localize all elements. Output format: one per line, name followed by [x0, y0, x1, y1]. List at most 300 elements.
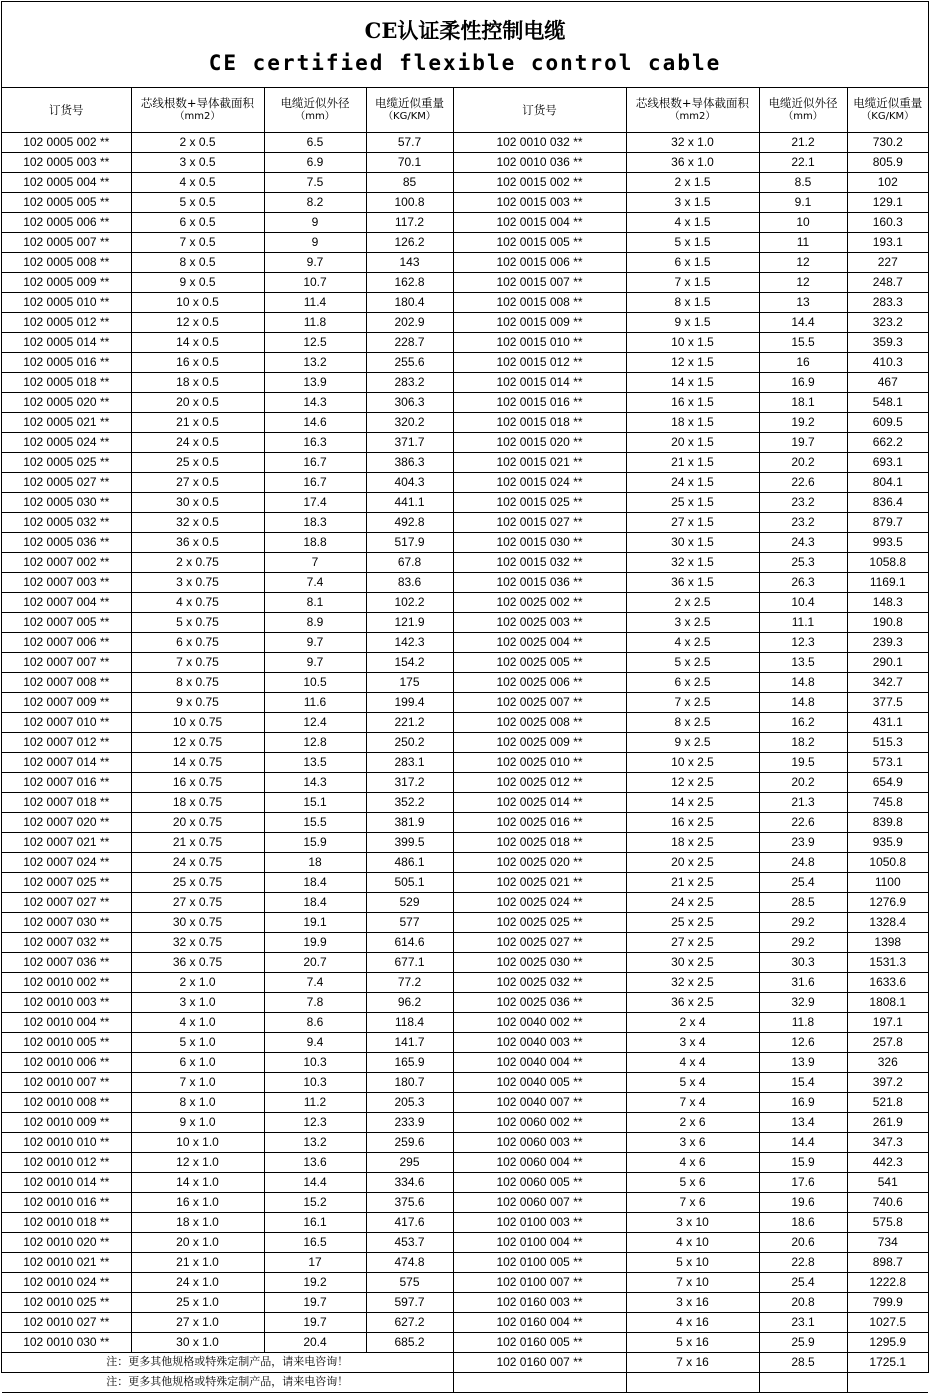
cell-left-weight: 677.1: [366, 953, 453, 973]
cell-left-order: 102 0010 020 **: [2, 1233, 131, 1253]
cell-left-order: 102 0005 014 **: [2, 333, 131, 353]
table-row: [2, 1113, 928, 1133]
cell-right-weight: 548.1: [847, 393, 928, 413]
cell-left-weight: 474.8: [366, 1253, 453, 1273]
cell-left-order: 102 0005 018 **: [2, 373, 131, 393]
cell-left-cores: 6 x 1.0: [131, 1053, 264, 1073]
cell-left-weight: 352.2: [366, 793, 453, 813]
cell-left-cores: 30 x 0.75: [131, 913, 264, 933]
header-order-no-left: 订货号: [2, 88, 131, 133]
table-row: [2, 693, 928, 713]
cell-right-weight: 326: [847, 1053, 928, 1073]
cell-right-order: 102 0025 016 **: [453, 813, 626, 833]
cell-right-diameter: 19.6: [759, 1193, 847, 1213]
cell-left-diameter: 19.7: [264, 1293, 366, 1313]
cell-right-weight: 1058.8: [847, 553, 928, 573]
table-row: [2, 793, 928, 813]
cell-left-diameter: 7.5: [264, 173, 366, 193]
table-row: [2, 413, 928, 433]
cell-left-cores: 8 x 0.5: [131, 253, 264, 273]
cell-left-order: 102 0005 003 **: [2, 153, 131, 173]
cell-left-order: 102 0005 027 **: [2, 473, 131, 493]
cell-left-order: 102 0005 016 **: [2, 353, 131, 373]
cell-left-diameter: 7: [264, 553, 366, 573]
table-row: [2, 1053, 928, 1073]
cell-left-cores: 32 x 0.75: [131, 933, 264, 953]
cell-right-cores: 25 x 1.5: [626, 493, 759, 513]
cell-left-weight: 453.7: [366, 1233, 453, 1253]
header-diameter-unit: （mm）: [783, 111, 823, 122]
cell-right-weight: 160.3: [847, 213, 928, 233]
cell-left-diameter: 14.6: [264, 413, 366, 433]
header-cores-unit: （mm2）: [669, 111, 716, 122]
cell-right-weight: 745.8: [847, 793, 928, 813]
cell-left-order: 102 0005 020 **: [2, 393, 131, 413]
cell-left-cores: 30 x 0.5: [131, 493, 264, 513]
table-row: [2, 1233, 928, 1253]
cell-right-weight: 693.1: [847, 453, 928, 473]
cell-left-order: 102 0007 027 **: [2, 893, 131, 913]
cell-right-diameter: 22.8: [759, 1253, 847, 1273]
cell-left-cores: 21 x 0.5: [131, 413, 264, 433]
cell-left-diameter: 11.2: [264, 1093, 366, 1113]
cell-left-order: 102 0010 010 **: [2, 1133, 131, 1153]
cell-right-weight: 515.3: [847, 733, 928, 753]
cell-left-order: 102 0007 004 **: [2, 593, 131, 613]
header-cores-label: 芯线根数+导体截面积: [140, 96, 255, 110]
cell-left-diameter: 20.4: [264, 1333, 366, 1353]
cell-right-cores: 5 x 10: [626, 1253, 759, 1273]
cell-right-order: 102 0015 008 **: [453, 293, 626, 313]
cell-right-weight: 431.1: [847, 713, 928, 733]
cell-left-diameter: 10.3: [264, 1053, 366, 1073]
cell-right-order: 102 0060 007 **: [453, 1193, 626, 1213]
cell-right-weight: 190.8: [847, 613, 928, 633]
cell-right-diameter: 25.3: [759, 553, 847, 573]
cell-right-order: 102 0025 027 **: [453, 933, 626, 953]
cell-left-order: 102 0007 032 **: [2, 933, 131, 953]
table-row: [2, 273, 928, 293]
cell-left-order: 102 0007 005 **: [2, 613, 131, 633]
cell-right-cores: 7 x 16: [626, 1353, 759, 1373]
cell-left-cores: 18 x 0.75: [131, 793, 264, 813]
header-order-no-right: 订货号: [453, 88, 626, 133]
cell-right-diameter: 22.6: [759, 813, 847, 833]
cell-left-order: 102 0010 021 **: [2, 1253, 131, 1273]
cell-right-diameter: 24.8: [759, 853, 847, 873]
cell-left-cores: 9 x 1.0: [131, 1113, 264, 1133]
cell-right-weight: 197.1: [847, 1013, 928, 1033]
cell-left-order: 102 0005 009 **: [2, 273, 131, 293]
cell-left-order: 102 0005 006 **: [2, 213, 131, 233]
cell-left-weight: 221.2: [366, 713, 453, 733]
footnote: 注：更多其他规格或特殊定制产品，请来电咨询！: [2, 1373, 453, 1393]
title-chinese: CE认证柔性控制电缆: [364, 18, 566, 43]
cell-left-diameter: 14.4: [264, 1173, 366, 1193]
cell-left-weight: 57.7: [366, 133, 453, 153]
cell-right-cores: 32 x 2.5: [626, 973, 759, 993]
cell-left-weight: 375.6: [366, 1193, 453, 1213]
table-row: [2, 573, 928, 593]
cell-left-weight: 180.7: [366, 1073, 453, 1093]
cell-left-cores: 2 x 0.5: [131, 133, 264, 153]
table-row: [2, 593, 928, 613]
table-row: [2, 853, 928, 873]
cell-right-diameter: 30.3: [759, 953, 847, 973]
cell-left-weight: 175: [366, 673, 453, 693]
table-row: [2, 493, 928, 513]
cell-right-weight: 662.2: [847, 433, 928, 453]
cell-left-cores: 12 x 1.0: [131, 1153, 264, 1173]
table-row: [2, 393, 928, 413]
cell-right-cores: 8 x 1.5: [626, 293, 759, 313]
cell-left-diameter: 6.5: [264, 133, 366, 153]
table-row: [2, 1333, 928, 1353]
cell-left-cores: 10 x 0.75: [131, 713, 264, 733]
cell-left-order: 102 0007 009 **: [2, 693, 131, 713]
cell-right-diameter: 16: [759, 353, 847, 373]
empty-cell: [453, 1373, 626, 1393]
cell-left-cores: 32 x 0.5: [131, 513, 264, 533]
cell-right-order: 102 0160 003 **: [453, 1293, 626, 1313]
cell-right-cores: 5 x 6: [626, 1173, 759, 1193]
cell-left-order: 102 0010 003 **: [2, 993, 131, 1013]
cell-right-weight: 397.2: [847, 1073, 928, 1093]
cell-left-weight: 117.2: [366, 213, 453, 233]
cell-left-diameter: 9: [264, 213, 366, 233]
cell-left-diameter: 9.7: [264, 253, 366, 273]
cell-left-order: 102 0010 016 **: [2, 1193, 131, 1213]
cell-left-weight: 102.2: [366, 593, 453, 613]
cell-right-weight: 323.2: [847, 313, 928, 333]
cell-left-cores: 9 x 0.5: [131, 273, 264, 293]
table-row: [2, 973, 928, 993]
table-body: [2, 133, 928, 1393]
cell-right-order: 102 0025 007 **: [453, 693, 626, 713]
cell-right-order: 102 0060 003 **: [453, 1133, 626, 1153]
cell-left-diameter: 19.7: [264, 1313, 366, 1333]
cell-left-weight: 250.2: [366, 733, 453, 753]
cell-left-weight: 162.8: [366, 273, 453, 293]
cell-right-cores: 7 x 1.5: [626, 273, 759, 293]
cell-left-diameter: 16.7: [264, 473, 366, 493]
table-row: [2, 153, 928, 173]
table-row: [2, 953, 928, 973]
header-cores-left: [131, 88, 264, 133]
cell-left-diameter: 19.9: [264, 933, 366, 953]
cell-left-cores: 3 x 1.0: [131, 993, 264, 1013]
cell-right-order: 102 0040 002 **: [453, 1013, 626, 1033]
cell-right-order: 102 0040 005 **: [453, 1073, 626, 1093]
cell-right-cores: 18 x 2.5: [626, 833, 759, 853]
table-row: [2, 1193, 928, 1213]
cell-right-cores: 7 x 4: [626, 1093, 759, 1113]
cell-left-diameter: 16.5: [264, 1233, 366, 1253]
cell-right-diameter: 16.9: [759, 1093, 847, 1113]
table-row: [2, 253, 928, 273]
cell-left-diameter: 15.2: [264, 1193, 366, 1213]
cell-right-cores: 5 x 1.5: [626, 233, 759, 253]
table-row: [2, 1093, 928, 1113]
cell-left-weight: 575: [366, 1273, 453, 1293]
cell-right-weight: 377.5: [847, 693, 928, 713]
cell-right-order: 102 0015 036 **: [453, 573, 626, 593]
cell-left-cores: 6 x 0.5: [131, 213, 264, 233]
table-row: [2, 213, 928, 233]
cell-right-cores: 12 x 1.5: [626, 353, 759, 373]
cell-right-diameter: 29.2: [759, 913, 847, 933]
table-row: [2, 1373, 928, 1393]
cell-right-weight: 342.7: [847, 673, 928, 693]
cell-left-cores: 16 x 0.5: [131, 353, 264, 373]
cell-right-order: 102 0015 020 **: [453, 433, 626, 453]
cell-right-order: 102 0025 008 **: [453, 713, 626, 733]
cell-left-diameter: 12.8: [264, 733, 366, 753]
cell-right-order: 102 0160 005 **: [453, 1333, 626, 1353]
cell-right-cores: 6 x 1.5: [626, 253, 759, 273]
cell-right-order: 102 0015 027 **: [453, 513, 626, 533]
cell-right-diameter: 11.1: [759, 613, 847, 633]
header-weight-unit: （KG/KM）: [861, 111, 915, 122]
cell-right-weight: 575.8: [847, 1213, 928, 1233]
table-row: [2, 373, 928, 393]
cell-left-weight: 492.8: [366, 513, 453, 533]
cell-right-diameter: 22.1: [759, 153, 847, 173]
cell-left-cores: 36 x 0.5: [131, 533, 264, 553]
cell-left-weight: 83.6: [366, 573, 453, 593]
cell-right-cores: 12 x 2.5: [626, 773, 759, 793]
cell-left-weight: 70.1: [366, 153, 453, 173]
cell-right-cores: 30 x 1.5: [626, 533, 759, 553]
cell-left-cores: 7 x 0.5: [131, 233, 264, 253]
table-row: [2, 813, 928, 833]
cable-spec-table: [2, 88, 928, 1393]
table-row: [2, 1213, 928, 1233]
table-row: [2, 293, 928, 313]
cell-right-weight: 227: [847, 253, 928, 273]
cell-right-order: 102 0100 007 **: [453, 1273, 626, 1293]
cell-right-diameter: 29.2: [759, 933, 847, 953]
cell-right-weight: 129.1: [847, 193, 928, 213]
cell-right-diameter: 18.2: [759, 733, 847, 753]
cell-left-cores: 25 x 0.5: [131, 453, 264, 473]
cell-right-diameter: 15.9: [759, 1153, 847, 1173]
cell-left-cores: 12 x 0.5: [131, 313, 264, 333]
cell-right-weight: 804.1: [847, 473, 928, 493]
cell-left-diameter: 11.8: [264, 313, 366, 333]
table-row: [2, 1013, 928, 1033]
cell-left-order: 102 0007 025 **: [2, 873, 131, 893]
cell-left-cores: 18 x 0.5: [131, 373, 264, 393]
cell-right-order: 102 0025 021 **: [453, 873, 626, 893]
cell-left-diameter: 12.4: [264, 713, 366, 733]
cell-left-weight: 259.6: [366, 1133, 453, 1153]
table-row: [2, 673, 928, 693]
cell-left-diameter: 13.2: [264, 1133, 366, 1153]
title-english: CE certified flexible control cable: [208, 51, 722, 75]
footnote: 注：更多其他规格或特殊定制产品，请来电咨询！: [2, 1353, 453, 1373]
cell-right-diameter: 28.5: [759, 1353, 847, 1373]
table-row: [2, 173, 928, 193]
cell-right-cores: 20 x 2.5: [626, 853, 759, 873]
cell-right-cores: 21 x 2.5: [626, 873, 759, 893]
cell-left-diameter: 9: [264, 233, 366, 253]
cell-left-order: 102 0007 008 **: [2, 673, 131, 693]
cell-right-cores: 3 x 16: [626, 1293, 759, 1313]
cell-left-order: 102 0007 014 **: [2, 753, 131, 773]
cell-right-cores: 4 x 6: [626, 1153, 759, 1173]
cell-left-cores: 3 x 0.75: [131, 573, 264, 593]
cell-right-cores: 10 x 1.5: [626, 333, 759, 353]
cell-left-weight: 505.1: [366, 873, 453, 893]
cell-left-weight: 320.2: [366, 413, 453, 433]
cell-left-weight: 228.7: [366, 333, 453, 353]
cell-left-weight: 205.3: [366, 1093, 453, 1113]
cell-left-cores: 10 x 0.5: [131, 293, 264, 313]
table-row: [2, 1153, 928, 1173]
cell-left-diameter: 11.4: [264, 293, 366, 313]
cell-left-diameter: 8.1: [264, 593, 366, 613]
cell-right-cores: 36 x 1.0: [626, 153, 759, 173]
cell-left-weight: 627.2: [366, 1313, 453, 1333]
cell-left-diameter: 15.1: [264, 793, 366, 813]
cell-left-cores: 10 x 1.0: [131, 1133, 264, 1153]
cell-right-cores: 18 x 1.5: [626, 413, 759, 433]
cell-right-cores: 20 x 1.5: [626, 433, 759, 453]
cell-right-cores: 3 x 4: [626, 1033, 759, 1053]
cell-left-cores: 25 x 1.0: [131, 1293, 264, 1313]
table-row: [2, 1273, 928, 1293]
cell-left-weight: 529: [366, 893, 453, 913]
empty-cell: [759, 1373, 847, 1393]
cell-left-cores: 25 x 0.75: [131, 873, 264, 893]
header-weight-left: [366, 88, 453, 133]
cell-left-cores: 2 x 1.0: [131, 973, 264, 993]
cell-right-diameter: 14.8: [759, 673, 847, 693]
cell-right-order: 102 0060 002 **: [453, 1113, 626, 1133]
cell-right-diameter: 23.1: [759, 1313, 847, 1333]
cell-left-diameter: 12.3: [264, 1113, 366, 1133]
cell-right-diameter: 18.6: [759, 1213, 847, 1233]
cell-left-cores: 8 x 1.0: [131, 1093, 264, 1113]
cell-left-order: 102 0010 005 **: [2, 1033, 131, 1053]
cell-left-diameter: 13.2: [264, 353, 366, 373]
cell-left-diameter: 16.1: [264, 1213, 366, 1233]
cell-left-cores: 21 x 0.75: [131, 833, 264, 853]
cell-right-order: 102 0015 009 **: [453, 313, 626, 333]
cell-left-cores: 20 x 0.5: [131, 393, 264, 413]
table-row: [2, 873, 928, 893]
cell-right-order: 102 0015 021 **: [453, 453, 626, 473]
cell-left-order: 102 0007 012 **: [2, 733, 131, 753]
cell-left-diameter: 18: [264, 853, 366, 873]
cell-left-cores: 14 x 0.5: [131, 333, 264, 353]
cell-left-weight: 486.1: [366, 853, 453, 873]
cell-left-diameter: 17.4: [264, 493, 366, 513]
cell-left-order: 102 0010 008 **: [2, 1093, 131, 1113]
cell-right-order: 102 0025 010 **: [453, 753, 626, 773]
cell-left-diameter: 13.9: [264, 373, 366, 393]
header-weight-right: [847, 88, 928, 133]
cell-left-order: 102 0005 032 **: [2, 513, 131, 533]
cell-left-weight: 154.2: [366, 653, 453, 673]
table-row: [2, 513, 928, 533]
cell-left-diameter: 18.8: [264, 533, 366, 553]
cell-left-weight: 283.1: [366, 753, 453, 773]
cell-right-weight: 609.5: [847, 413, 928, 433]
cell-right-weight: 193.1: [847, 233, 928, 253]
cell-right-diameter: 16.2: [759, 713, 847, 733]
cell-left-cores: 21 x 1.0: [131, 1253, 264, 1273]
empty-cell: [626, 1373, 759, 1393]
cell-left-order: 102 0007 016 **: [2, 773, 131, 793]
cell-left-order: 102 0007 020 **: [2, 813, 131, 833]
cell-right-cores: 2 x 1.5: [626, 173, 759, 193]
cell-left-weight: 371.7: [366, 433, 453, 453]
cell-right-order: 102 0010 036 **: [453, 153, 626, 173]
table-row: [2, 913, 928, 933]
cell-right-cores: 27 x 1.5: [626, 513, 759, 533]
cell-right-weight: 283.3: [847, 293, 928, 313]
cell-right-weight: 730.2: [847, 133, 928, 153]
cell-right-cores: 25 x 2.5: [626, 913, 759, 933]
cell-left-weight: 180.4: [366, 293, 453, 313]
table-row: [2, 1173, 928, 1193]
cell-right-diameter: 8.5: [759, 173, 847, 193]
cell-right-order: 102 0025 014 **: [453, 793, 626, 813]
cell-left-cores: 3 x 0.5: [131, 153, 264, 173]
cell-left-weight: 295: [366, 1153, 453, 1173]
cell-left-cores: 27 x 0.75: [131, 893, 264, 913]
cell-right-weight: 521.8: [847, 1093, 928, 1113]
cell-right-diameter: 19.2: [759, 413, 847, 433]
table-row: [2, 1313, 928, 1333]
cell-left-weight: 96.2: [366, 993, 453, 1013]
cell-left-order: 102 0005 030 **: [2, 493, 131, 513]
cell-left-cores: 5 x 0.5: [131, 193, 264, 213]
cell-left-diameter: 8.2: [264, 193, 366, 213]
cell-right-order: 102 0025 032 **: [453, 973, 626, 993]
cell-left-weight: 386.3: [366, 453, 453, 473]
cell-right-diameter: 13.4: [759, 1113, 847, 1133]
cell-right-diameter: 13.9: [759, 1053, 847, 1073]
cell-right-cores: 7 x 10: [626, 1273, 759, 1293]
cell-left-order: 102 0010 012 **: [2, 1153, 131, 1173]
cell-left-weight: 404.3: [366, 473, 453, 493]
table-row: [2, 533, 928, 553]
cell-right-cores: 9 x 2.5: [626, 733, 759, 753]
cell-right-weight: 410.3: [847, 353, 928, 373]
cell-left-order: 102 0005 036 **: [2, 533, 131, 553]
table-row: [2, 733, 928, 753]
cell-right-cores: 5 x 16: [626, 1333, 759, 1353]
cell-left-weight: 614.6: [366, 933, 453, 953]
cell-left-order: 102 0005 024 **: [2, 433, 131, 453]
cell-left-diameter: 19.2: [264, 1273, 366, 1293]
cell-right-order: 102 0025 020 **: [453, 853, 626, 873]
table-row: [2, 1133, 928, 1153]
table-row: [2, 993, 928, 1013]
cell-left-order: 102 0010 024 **: [2, 1273, 131, 1293]
cell-left-cores: 16 x 1.0: [131, 1193, 264, 1213]
table-row: [2, 713, 928, 733]
cell-right-cores: 10 x 2.5: [626, 753, 759, 773]
cell-right-diameter: 16.9: [759, 373, 847, 393]
cell-right-weight: 1027.5: [847, 1313, 928, 1333]
cell-left-cores: 5 x 0.75: [131, 613, 264, 633]
table-row: [2, 233, 928, 253]
cell-left-cores: 9 x 0.75: [131, 693, 264, 713]
